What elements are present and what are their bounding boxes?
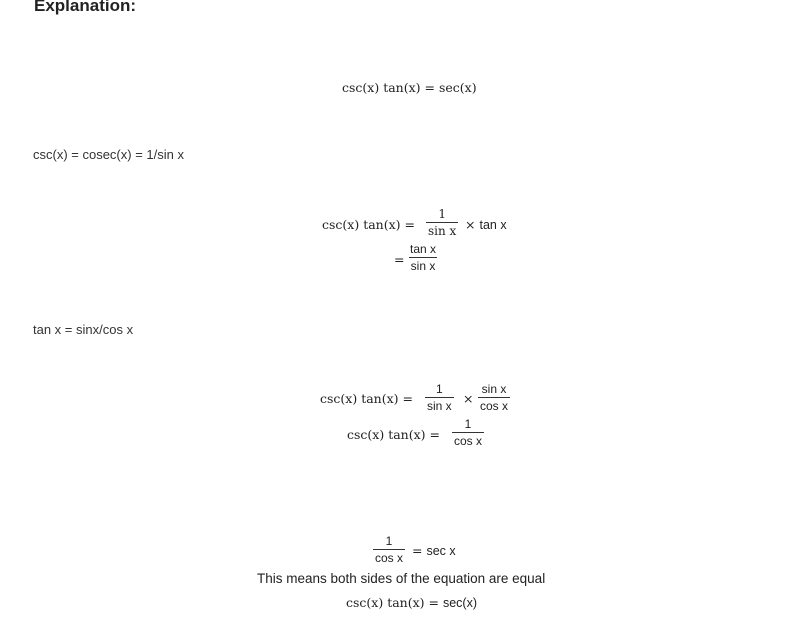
step3-rhs bbox=[412, 543, 456, 558]
step1-frac1-num: 1 bbox=[438, 207, 446, 221]
step3-rhs-text: sec x bbox=[426, 544, 456, 558]
step2-frac2-den: cos x bbox=[480, 399, 509, 413]
csc-definition-note: csc(x) = cosec(x) = 1/sin x bbox=[33, 147, 184, 162]
final-lhs: csc(x) tan(x) bbox=[346, 595, 425, 610]
step2-frac1-den: sin x bbox=[427, 399, 452, 413]
step1-frac1-den: sin x bbox=[428, 224, 457, 238]
identity-equals: = bbox=[424, 80, 435, 95]
step2-lhs-2 bbox=[347, 427, 440, 442]
step2-frac3-den: cos x bbox=[454, 434, 483, 448]
step2-fraction-1 bbox=[425, 383, 454, 412]
step1-lhs bbox=[322, 217, 415, 232]
step1-fraction-1 bbox=[426, 208, 458, 237]
identity-lhs: csc(x) tan(x) bbox=[342, 80, 421, 95]
final-equals: = bbox=[428, 595, 439, 610]
step1-times: × bbox=[465, 217, 476, 232]
step2-equals: = bbox=[402, 391, 413, 406]
step2-lhs bbox=[320, 391, 413, 406]
tan-definition-note: tan x = sinx/cos x bbox=[33, 322, 134, 337]
step1-lhs-text: csc(x) tan(x) bbox=[322, 217, 401, 232]
main-identity bbox=[342, 80, 477, 95]
step2-frac3-num: 1 bbox=[464, 417, 472, 431]
conclusion-text: This means both sides of the equation are equal bbox=[257, 571, 546, 586]
step2-equals-2: = bbox=[429, 427, 440, 442]
step2-times: × bbox=[463, 391, 474, 406]
step1-equals-2: = bbox=[394, 252, 405, 267]
step2-lhs2-text: csc(x) tan(x) bbox=[347, 427, 426, 442]
step2-fraction-3 bbox=[452, 418, 484, 447]
step1-tan-term: tan x bbox=[479, 218, 507, 232]
step1-times-tan bbox=[465, 217, 507, 232]
step3-fraction bbox=[373, 535, 405, 564]
step1-frac2-den: sin x bbox=[410, 259, 436, 273]
final-identity bbox=[346, 595, 477, 610]
step1-fraction-2 bbox=[408, 243, 438, 272]
step2-fraction-2 bbox=[478, 383, 510, 412]
final-rhs: sec(x) bbox=[442, 596, 478, 610]
step2-frac1-num: 1 bbox=[436, 382, 443, 396]
step1-equals: = bbox=[404, 217, 415, 232]
step1-frac2-num: tan x bbox=[410, 242, 437, 256]
explanation-heading: Explanation: bbox=[34, 0, 137, 15]
identity-rhs: sec(x) bbox=[438, 80, 477, 95]
step3-frac-num: 1 bbox=[385, 534, 393, 548]
step2-frac2-num: sin x bbox=[481, 382, 507, 396]
step3-equals: = bbox=[412, 543, 423, 558]
step3-frac-den: cos x bbox=[375, 551, 404, 565]
step2-lhs-text: csc(x) tan(x) bbox=[320, 391, 399, 406]
